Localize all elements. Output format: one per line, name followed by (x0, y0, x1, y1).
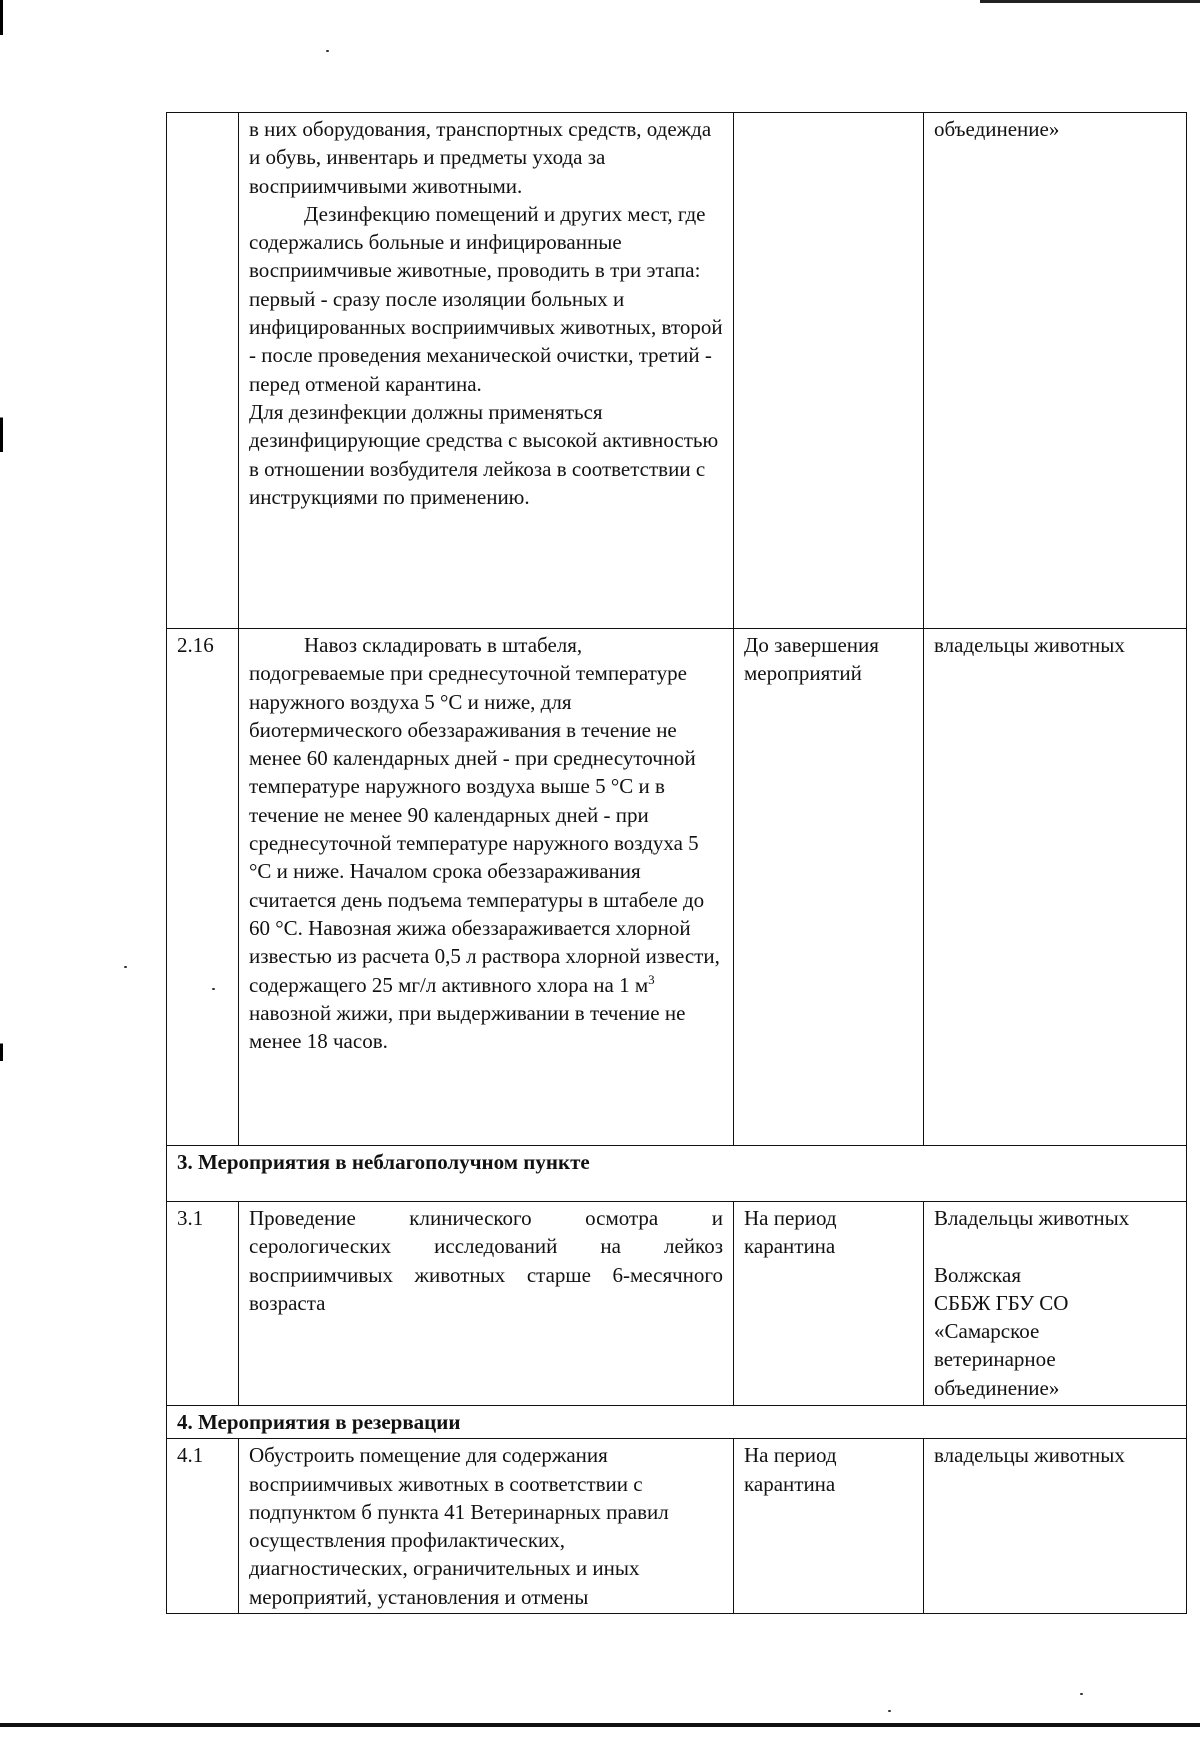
row-responsible: объединение» (924, 113, 1187, 629)
scan-edge-top (980, 0, 1200, 3)
responsible-line (934, 1232, 1176, 1260)
responsible-line: Волжская (934, 1262, 1022, 1287)
row-text (239, 629, 734, 1146)
row-deadline: До завершения мероприятий (734, 629, 924, 1146)
measures-table (166, 112, 1187, 1614)
responsible-line: СББЖ ГБУ СО (934, 1290, 1069, 1315)
table-row (167, 1439, 1187, 1614)
scan-speck (1080, 1693, 1083, 1695)
row-number: 2.16 (167, 629, 239, 1146)
row-responsible (924, 1202, 1187, 1406)
text-tail: навозной жижи, при выдерживании в течение не менее 18 часов. (249, 1000, 686, 1054)
row-number: 4.1 (167, 1439, 239, 1614)
row-responsible: владельцы животных (924, 629, 1187, 1146)
responsible-line: «Самарское (934, 1319, 1040, 1344)
row-text: Проведение клинического осмотра и серологических исследований на лейкоз восприимчивых животных старше 6-месячного возраста (239, 1202, 734, 1406)
paragraph: в них оборудования, транспортных средств, одежда и обувь, инвентарь и предметы ухода за восприимчивыми животными. (249, 117, 712, 198)
scan-speck (124, 966, 127, 968)
scan-edge-left (0, 0, 3, 1739)
paragraph: Дезинфекцию помещений и других мест, где содержались больные и инфицированные восприимчивые животные, проводить в три этапа: первый - сразу после изоляции больных и инфицированных восприимчивых животных, второй - после проведения механической очистки, третий - перед отменой карантина. (249, 201, 723, 396)
responsible-line: ветеринарное (934, 1347, 1056, 1372)
section-heading-row (167, 1146, 1187, 1202)
superscript: 3 (648, 971, 655, 987)
text-main: Навоз складировать в штабеля, подогреваемые при среднесуточной температуре наружного воздуха 5 °С и ниже, для биотермического обеззараживания в течение не менее 60 календарных дней - при среднесуточной температуре наружного воздуха выше 5 °С и в течение не менее 90 календарных дней - при среднесуточной температуре наружного воздуха 5 °С и ниже. Началом срока обеззараживания считается день подъема температуры в штабеле до 60 °С. Навозная жижа обеззараживается хлорной известью из расчета 0,5 л раствора хлорной извести, содержащего 25 мг/л активного хлора на 1 м (249, 633, 720, 997)
row-deadline: На период карантина (734, 1439, 924, 1614)
section-heading-row (167, 1406, 1187, 1439)
table-row (167, 629, 1187, 1146)
row-deadline: На период карантина (734, 1202, 924, 1406)
section-title: 3. Мероприятия в неблагополучном пункте (167, 1146, 1187, 1202)
row-number: 3.1 (167, 1202, 239, 1406)
responsible-line: Владельцы животных (934, 1206, 1130, 1230)
row-number (167, 113, 239, 629)
row-responsible: владельцы животных (924, 1439, 1187, 1614)
paragraph (249, 631, 723, 1055)
scan-speck (326, 50, 329, 52)
row-text (239, 113, 734, 629)
scan-speck (888, 1710, 891, 1712)
table-row (167, 113, 1187, 629)
section-title: 4. Мероприятия в резервации (167, 1406, 1187, 1439)
row-text: Обустроить помещение для содержания восприимчивых животных в соответствии с подпунктом б пункта 41 Ветеринарных правил осуществления профилактических, диагностических, ограничительных и иных мероприятий, установления и отмены (239, 1439, 734, 1614)
table-row (167, 1202, 1187, 1406)
paragraph: Для дезинфекции должны применяться дезинфицирующие средства с высокой активностью в отношении возбудителя лейкоза в соответствии с инструкциями по применению. (249, 399, 719, 509)
row-deadline (734, 113, 924, 629)
scan-edge-bottom (0, 1723, 1200, 1727)
responsible-line: объединение» (934, 1375, 1060, 1400)
